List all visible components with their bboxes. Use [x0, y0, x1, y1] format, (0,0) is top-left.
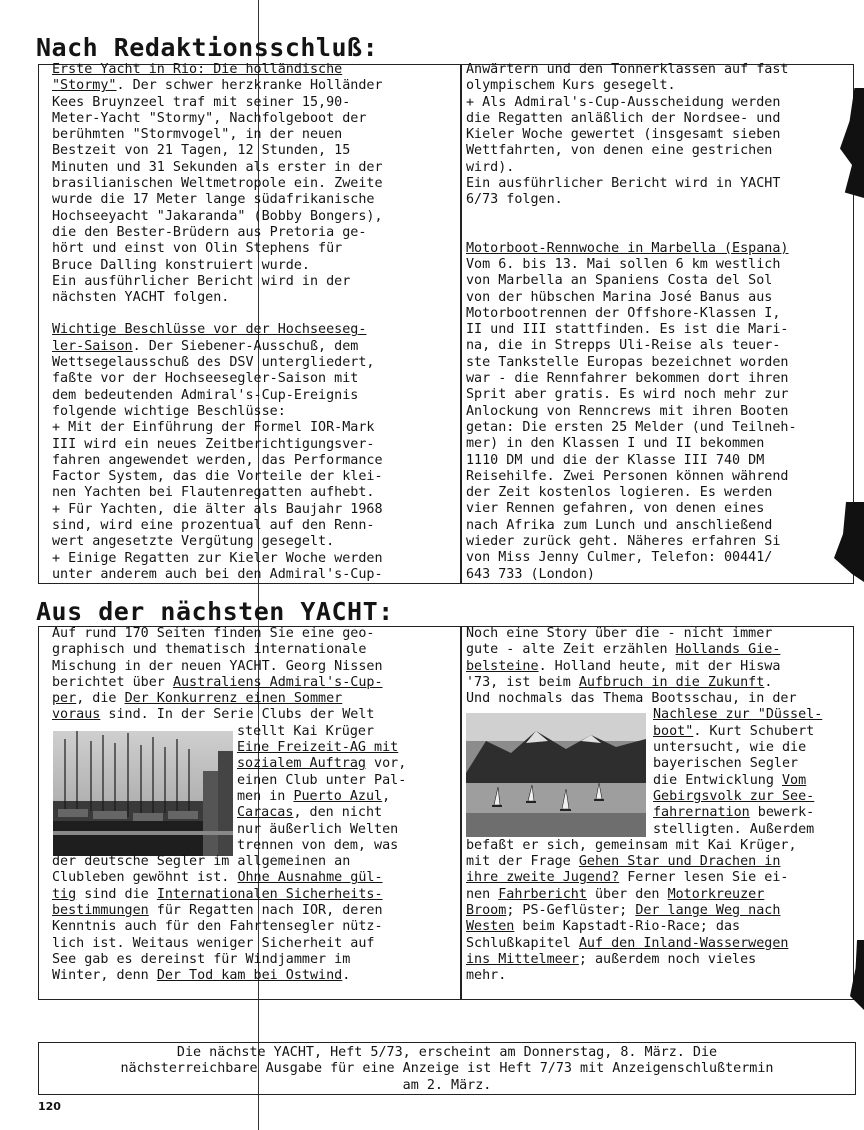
next-issue-notice — [38, 1042, 856, 1095]
text-line: Anwärtern und den Tonnerklassen auf fast — [466, 62, 789, 77]
notice-line: Die nächste YACHT, Heft 5/73, erscheint am Donnerstag, 8. März. Die — [176, 1045, 718, 1060]
heading-nach-redaktionsschluss: Nach Redaktionsschluß: — [36, 33, 379, 62]
text-line: Meter-Yacht "Stormy", Nachfolgeboot der — [52, 110, 367, 126]
text-line: voraus sind. In der Serie Clubs der Welt — [52, 707, 375, 723]
text-line: Sprit aber gratis. Es wird noch mehr zur — [466, 387, 789, 403]
text-line: bayerischen Segler — [653, 756, 799, 772]
text-line: Kieler Woche gewertet (insgesamt sieben — [466, 127, 781, 143]
page-number: 120 — [38, 1100, 61, 1113]
text-line: Kees Bruynzeel traf mit seiner 15,90- — [52, 94, 351, 110]
text-line: Winter, denn Der Tod kam bei Ostwind. — [52, 968, 351, 984]
text-line: tig sind die Internationalen Sicherheits- — [52, 886, 383, 902]
text-line: ler-Saison. Der Siebener-Ausschuß, dem — [52, 338, 359, 354]
text-line: olympischem Kurs gesegelt. — [466, 78, 676, 94]
text-line: wurde die 17 Meter lange südafrikanische — [52, 192, 375, 208]
text-line: faßte vor der Hochseesegler-Saison mit — [52, 371, 359, 387]
notice-line: am 2. März. — [402, 1077, 492, 1093]
text-line: der Zeit kostenlos logieren. Es werden — [466, 485, 773, 501]
preview-column-right — [466, 626, 822, 985]
text-line: ins Mittelmeer; außerdem noch vieles — [466, 951, 757, 967]
text-line: Gebirgsvolk zur See- — [653, 788, 815, 804]
text-line: wert angesetzte Vergütung gesegelt. — [52, 534, 335, 550]
text-line: Auf rund 170 Seiten finden Sie eine geo- — [52, 626, 375, 641]
news-headline-marbella: Motorboot-Rennwoche in Marbella (Espana) — [466, 240, 789, 256]
text-line: einen Club unter Pal- — [237, 772, 407, 788]
text-line: III wird ein neues Zeitberichtigungsver- — [52, 436, 375, 452]
text-line: brasilianischen Weltmetropole ein. Zweite — [52, 176, 383, 192]
text-line: Motorbootrennen der Offshore-Klassen I, — [466, 305, 781, 321]
text-beside-photo — [52, 724, 406, 854]
preview-column-left — [52, 626, 406, 985]
text-line: ihre zweite Jugend? Ferner lesen Sie ei- — [466, 870, 789, 886]
text-line: mit der Frage Gehen Star und Drachen in — [466, 854, 781, 870]
text-line: berühmten "Stormvogel", in der neuen — [52, 127, 343, 143]
text-line: stellt Kai Krüger — [237, 723, 375, 739]
news-headline-stormy: Erste Yacht in Rio: Die holländische — [52, 62, 343, 77]
text-line: Wettsegelausschuß des DSV untergliedert, — [52, 355, 375, 371]
text-line: nen Fahrbericht über den Motorkreuzer — [466, 886, 765, 902]
text-line: Anlockung von Renncrews mit ihren Booten — [466, 403, 789, 419]
text-line: + Einige Regatten zur Kieler Woche werden — [52, 550, 383, 566]
text-line: nen Yachten bei Flautenregatten aufhebt. — [52, 485, 375, 501]
text-beside-photo — [466, 707, 822, 837]
news-headline-beschluesse: Wichtige Beschlüsse vor der Hochseeseg- — [52, 322, 367, 338]
text-line: die den Bester-Brüdern aus Pretoria ge- — [52, 224, 367, 240]
text-line: per, die Der Konkurrenz einen Sommer — [52, 691, 343, 707]
text-line: von Marbella an Spaniens Costa del Sol — [466, 273, 773, 289]
text-line: Clubleben gewöhnt ist. Ohne Ausnahme gül- — [52, 870, 383, 886]
paragraph-gap — [466, 225, 797, 241]
text-line: Nachlese zur "Düssel- — [653, 707, 823, 723]
text-line: men in Puerto Azul, — [237, 788, 391, 804]
text-line: II und III stattfinden. Es ist die Mari- — [466, 322, 789, 338]
news-column-right — [466, 62, 797, 583]
text-line: die Regatten anläßlich der Nordsee- und — [466, 110, 781, 126]
text-line: boot". Kurt Schubert — [653, 723, 815, 739]
text-line: vier Rennen gefahren, von denen eines — [466, 501, 765, 517]
text-line: nach Afrika zum Lunch und anschließend — [466, 517, 773, 533]
text-line: mer) in den Klassen I und II bekommen — [466, 436, 765, 452]
text-line: Mischung in der neuen YACHT. Georg Nissen — [52, 658, 383, 674]
text-line: sind, wird eine prozentual auf den Renn- — [52, 518, 375, 534]
text-line: graphisch und thematisch internationale — [52, 642, 367, 658]
text-line: die Entwicklung Vom — [653, 772, 807, 788]
text-line: fahren angewendet werden, das Performance — [52, 452, 383, 468]
text-line: nächsten YACHT folgen. — [52, 290, 230, 306]
text-line: Eine Freizeit-AG mit — [237, 740, 399, 756]
text-line: befaßt er sich, gemeinsam mit Kai Krüger, — [466, 837, 797, 853]
heading-aus-der-naechsten-yacht: Aus der nächsten YACHT: — [36, 597, 394, 626]
notice-line: nächsterreichbare Ausgabe für eine Anzeige ist Heft 7/73 mit Anzeigenschlußtermin — [120, 1061, 774, 1077]
text-line: mehr. — [466, 968, 507, 984]
text-line: der deutsche Segler im allgemeinen an — [52, 854, 351, 870]
text-line: 1110 DM und die der Klasse III 740 DM — [466, 452, 765, 468]
text-line: Westen beim Kapstadt-Rio-Race; das — [466, 919, 741, 935]
text-line: hört und einst von Olin Stephens für — [52, 241, 343, 257]
text-line: 6/73 folgen. — [466, 192, 563, 208]
text-line: Ein ausführlicher Bericht wird in der — [52, 273, 351, 289]
text-line: Noch eine Story über die - nicht immer — [466, 626, 773, 641]
text-line: dem bedeutenden Admiral's-Cup-Ereignis — [52, 387, 359, 403]
text-line: + Für Yachten, die älter als Baujahr 1968 — [52, 501, 383, 517]
text-line: Kenntnis auch für den Fahrtensegler nütz- — [52, 919, 383, 935]
text-line: wird). — [466, 159, 515, 175]
text-line: Wettfahrten, von denen eine gestrichen — [466, 143, 773, 159]
text-line: nur äußerlich Welten — [237, 821, 399, 837]
text-line: na, die in Strepps Uli-Reise als teuer- — [466, 338, 781, 354]
text-line: Minuten und 31 Sekunden als erster in der — [52, 159, 383, 175]
text-line: unter anderem auch bei den Admiral's-Cup- — [52, 566, 383, 582]
text-line: "Stormy". Der schwer herzkranke Holländer — [52, 78, 383, 94]
text-line: von der hübschen Marina José Banus aus — [466, 289, 773, 305]
text-line: '73, ist beim Aufbruch in die Zukunft. — [466, 674, 773, 690]
text-line: Vom 6. bis 13. Mai sollen 6 km westlich — [466, 256, 781, 272]
text-line: + Als Admiral's-Cup-Ausscheidung werden — [466, 94, 781, 110]
text-line: Schlußkapitel Auf den Inland-Wasserwegen — [466, 935, 789, 951]
text-line: berichtet über Australiens Admiral's-Cup- — [52, 674, 383, 690]
text-line: fahrernation bewerk- — [653, 805, 815, 821]
text-line: + Mit der Einführung der Formel IOR-Mark — [52, 420, 375, 436]
text-line: Hochseeyacht "Jakaranda" (Bobby Bongers), — [52, 208, 383, 224]
text-line: wieder zurück geht. Näheres erfahren Si — [466, 534, 781, 550]
text-line: folgende wichtige Beschlüsse: — [52, 403, 286, 419]
text-line: Ein ausführlicher Bericht wird in YACHT — [466, 176, 781, 192]
text-line: war - die Rennfahrer bekommen dort ihren — [466, 371, 789, 387]
text-line: Bruce Dalling konstruiert wurde. — [52, 257, 310, 273]
text-line: trennen von dem, was — [237, 837, 399, 853]
text-line: ste Tankstelle Europas bezeichnet worden — [466, 354, 789, 370]
text-line: Broom; PS-Geflüster; Der lange Weg nach — [466, 903, 781, 919]
paragraph-gap — [466, 209, 797, 225]
text-line: untersucht, wie die — [653, 740, 807, 756]
text-line: Und nochmals das Thema Bootsschau, in der — [466, 691, 797, 707]
text-line: Reisehilfe. Zwei Personen können während — [466, 468, 789, 484]
text-line: 643 733 (London) — [466, 566, 595, 582]
text-line: belsteine. Holland heute, mit der Hiswa — [466, 658, 781, 674]
text-line: gute - alte Zeit erzählen Hollands Gie- — [466, 642, 781, 658]
paragraph-gap — [52, 306, 383, 322]
text-line: sozialem Auftrag vor, — [237, 756, 407, 772]
text-line: bestimmungen für Regatten nach IOR, deren — [52, 903, 383, 919]
text-line: lich ist. Weitaus weniger Sicherheit auf — [52, 935, 375, 951]
text-line: Factor System, das die Vorteile der klei- — [52, 469, 383, 485]
text-line: getan: Die ersten 25 Melder (und Teilneh- — [466, 419, 797, 435]
text-line: Bestzeit von 21 Tagen, 12 Stunden, 15 — [52, 143, 351, 159]
text-line: von Miss Jenny Culmer, Telefon: 00441/ — [466, 550, 773, 566]
text-line: See gab es dereinst für Windjammer im — [52, 951, 351, 967]
text-line: Caracas, den nicht — [237, 805, 383, 821]
news-column-left — [52, 62, 383, 583]
text-line: stelligten. Außerdem — [653, 821, 815, 837]
